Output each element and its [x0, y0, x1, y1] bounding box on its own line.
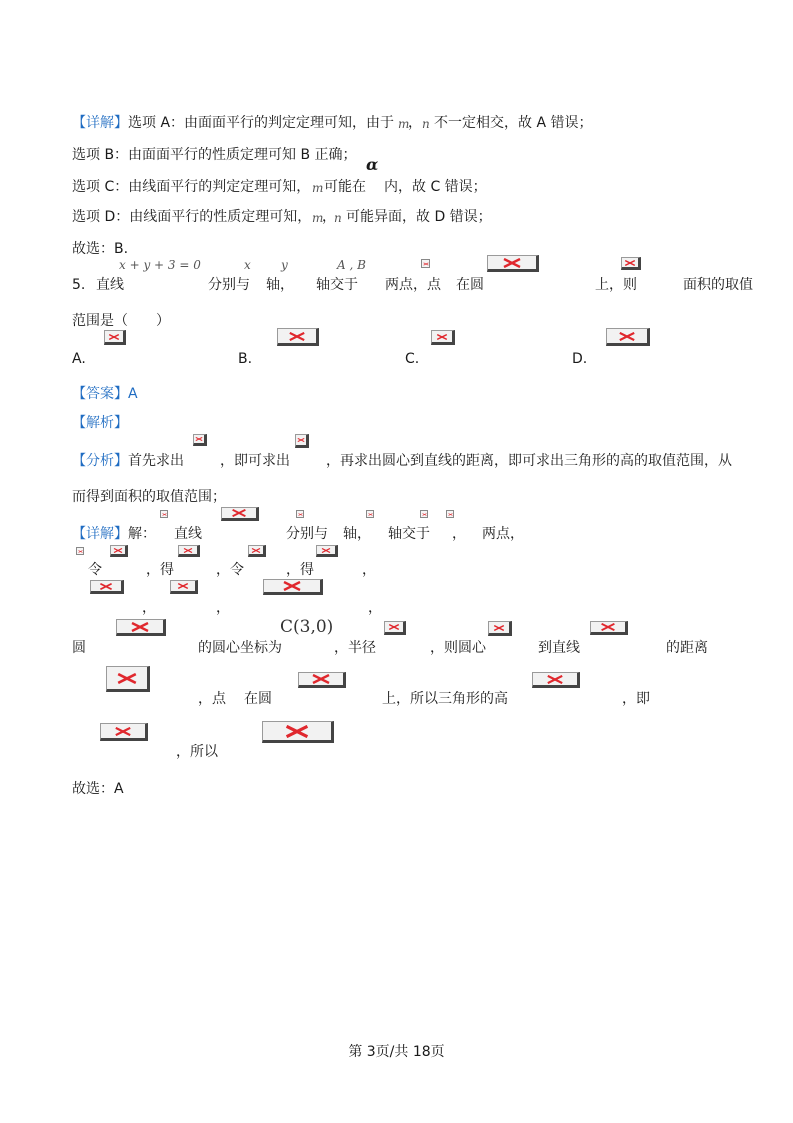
l1-comma: ，: [408, 115, 422, 131]
r3-text-b: ，: [216, 600, 230, 616]
broken-image-icon: [263, 579, 323, 595]
xj-text-a: 解：: [128, 526, 156, 542]
broken-image-icon: [262, 721, 334, 743]
q5-text-d: 轴交于: [316, 277, 358, 293]
broken-image-icon: [487, 255, 539, 272]
choose-b: 故选：B.: [72, 241, 129, 257]
broken-image-icon: [110, 545, 128, 557]
q5-text-f: 在圆: [456, 277, 484, 293]
xj-text-c: 分别与: [286, 526, 328, 542]
answer-text: 【答案】A: [72, 386, 138, 402]
option-d: D.: [572, 351, 588, 367]
broken-image-icon: [298, 672, 346, 688]
xj-text-e: 轴交于: [388, 526, 430, 542]
broken-image-icon: [160, 510, 168, 518]
xj-text-f: ，: [452, 526, 466, 542]
r5-text-b: 在圆: [244, 691, 272, 707]
l1-text-b: 不一定相交，故 A 错误；: [434, 115, 593, 131]
choose-a: 故选：A: [72, 781, 124, 797]
broken-image-icon: [532, 672, 580, 688]
xj-line: [72, 525, 156, 543]
q5-number: 5.: [72, 277, 86, 293]
broken-image-icon: [295, 434, 309, 448]
q5-text-a: 直线: [96, 277, 124, 293]
fx-text-b: ，即可求出: [220, 453, 290, 469]
analysis-heading: 【解析】: [72, 415, 128, 431]
r3-text-a: ，: [142, 600, 156, 616]
xj-tag: 【详解】: [72, 526, 128, 542]
r2-text-d: ，得: [286, 562, 314, 578]
broken-image-icon: [76, 547, 84, 555]
broken-image-icon: [104, 330, 126, 345]
broken-image-icon: [193, 434, 207, 446]
q5-range: 范围是（ ）: [72, 313, 170, 329]
option-b: B.: [238, 351, 253, 367]
broken-image-icon: [488, 621, 512, 636]
r5-text-a: ，点: [198, 691, 226, 707]
broken-image-icon: [116, 619, 166, 636]
xj-text-b: 直线: [174, 526, 202, 542]
equation-line: x + y + 3 = 0: [119, 258, 201, 272]
q5-text-e: 两点，点: [385, 277, 441, 293]
l4-comma: ，: [322, 209, 336, 225]
l1-text-a: 选项 A：由面面平行的判定定理可知，由于: [128, 115, 395, 131]
r5-text-c: 上，所以三角形的高: [382, 691, 508, 707]
broken-image-icon: [590, 621, 628, 635]
broken-image-icon: [221, 507, 259, 521]
broken-image-icon: [431, 330, 455, 345]
fx-line: [72, 452, 184, 470]
xj-text-d: 轴，: [343, 526, 371, 542]
fx-text-d: 而得到面积的取值范围；: [72, 489, 226, 505]
r4-text-a: 圆: [72, 640, 86, 656]
broken-image-icon: [366, 510, 374, 518]
center-coordinate: C(3,0): [280, 617, 334, 637]
alpha-symbol: α: [366, 155, 379, 174]
option-c: C.: [405, 351, 420, 367]
broken-image-icon: [170, 580, 198, 594]
l3-text-a: 选项 C：由线面平行的判定定理可知，: [72, 179, 311, 195]
r4-text-f: 的距离: [666, 640, 708, 656]
r4-text-b: 的圆心坐标为: [198, 640, 282, 656]
broken-image-icon: [106, 666, 150, 692]
broken-image-icon: [178, 545, 200, 557]
fx-text-a: 首先求出: [128, 453, 184, 469]
broken-image-icon: [100, 723, 148, 741]
var-m: m: [398, 117, 410, 131]
r2-text-e: ，: [362, 562, 376, 578]
r4-text-c: ，半径: [334, 640, 376, 656]
broken-image-icon: [384, 621, 406, 635]
r4-text-d: ，则圆心: [430, 640, 486, 656]
equation-ab: A , B: [337, 258, 366, 272]
q5-text-b: 分别与: [208, 277, 250, 293]
q5-text-c: 轴，: [266, 277, 294, 293]
broken-image-icon: [90, 580, 124, 594]
broken-image-icon: [248, 545, 266, 557]
line-1: [72, 114, 394, 132]
l3-text-b: 可能在: [324, 179, 366, 195]
detail-tag: 【详解】: [72, 115, 128, 131]
option-a: A.: [72, 351, 86, 367]
broken-image-icon: [446, 510, 454, 518]
r2-text-a: 令: [88, 562, 102, 578]
r2-text-c: ，令: [216, 562, 244, 578]
broken-image-icon: [606, 328, 650, 346]
q5-text-h: 面积的取值: [683, 277, 753, 293]
broken-image-icon: [421, 259, 430, 268]
l4-text-b: 可能异面，故 D 错误；: [346, 209, 492, 225]
var-n: n: [422, 117, 430, 131]
broken-image-icon: [277, 328, 319, 346]
r3-text-c: ，: [368, 600, 382, 616]
fx-tag: 【分析】: [72, 453, 128, 469]
broken-image-icon: [296, 510, 304, 518]
answer: [72, 385, 138, 403]
var-n-2: n: [334, 211, 342, 225]
broken-image-icon: [316, 545, 338, 557]
page-footer: 第 3页/共 18页: [348, 1044, 445, 1060]
xj-text-g: 两点，: [482, 526, 524, 542]
equation-y: y: [281, 258, 288, 272]
line-2: 选项 B：由面面平行的性质定理可知 B 正确；: [72, 147, 357, 163]
broken-image-icon: [621, 257, 641, 270]
q5-text-g: 上，则: [595, 277, 637, 293]
var-m-2: m: [312, 181, 324, 195]
equation-x: x: [244, 258, 251, 272]
r2-text-b: ，得: [146, 562, 174, 578]
var-m-3: m: [312, 211, 324, 225]
broken-image-icon: [420, 510, 428, 518]
r6-text-a: ，所以: [176, 744, 218, 760]
l4-text-a: 选项 D：由线面平行的性质定理可知，: [72, 209, 312, 225]
l3-text-c: 内，故 C 错误；: [384, 179, 487, 195]
r4-text-e: 到直线: [538, 640, 580, 656]
r5-text-d: ，即: [622, 691, 650, 707]
fx-text-c: ，再求出圆心到直线的距离，即可求出三角形的高的取值范围，从: [326, 453, 732, 469]
